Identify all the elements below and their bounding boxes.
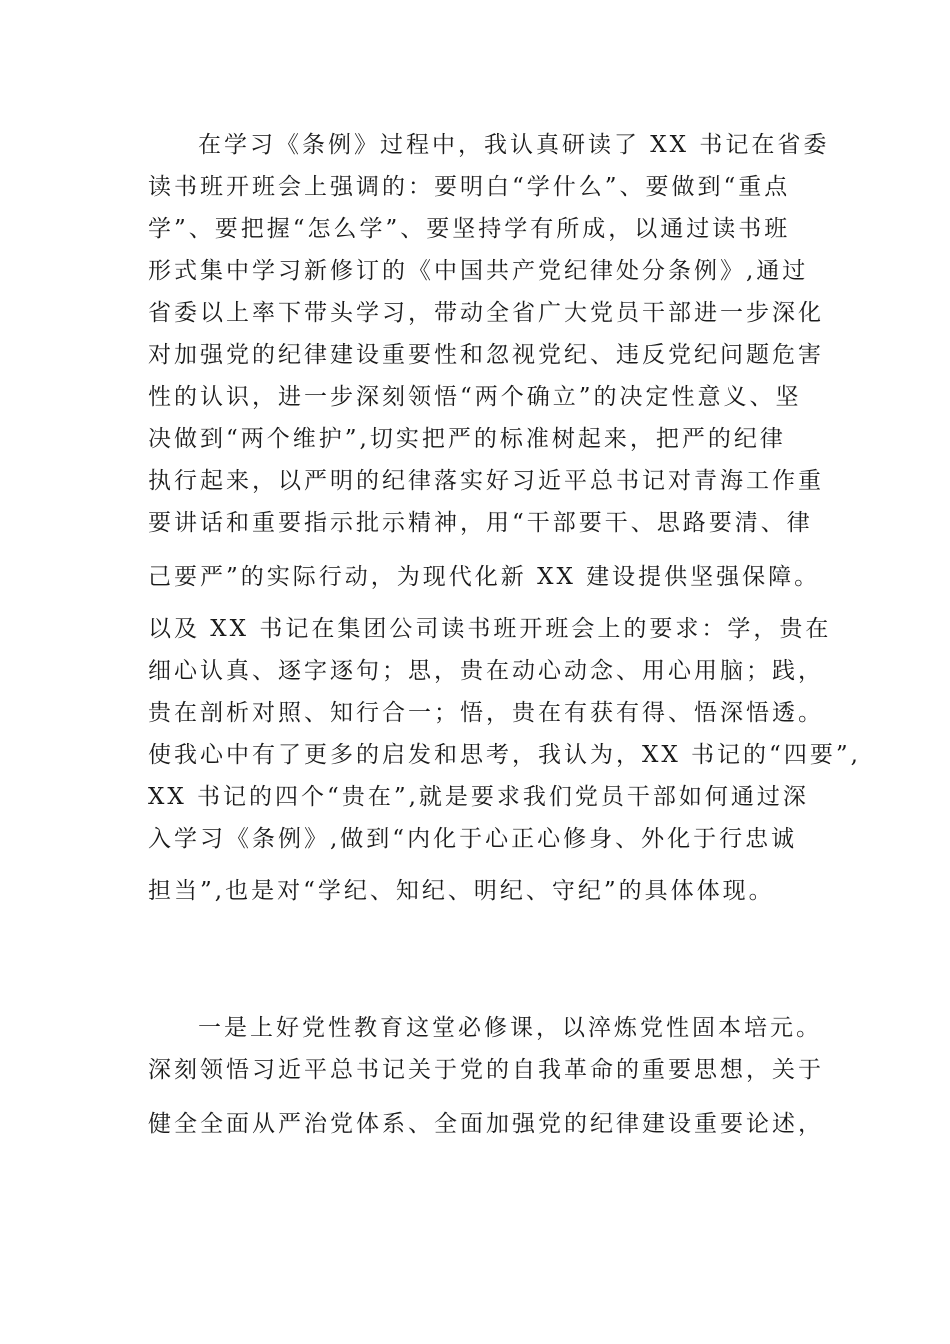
paragraph-1-line-8: 决做到“两个维护”,切实把严的标准树起来，把严的纪律: [148, 426, 786, 452]
paragraph-3-line-2: 深刻领悟习近平总书记关于党的自我革命的重要思想，关于: [148, 1057, 824, 1083]
paragraph-1-line-6: 对加强党的纪律建设重要性和忽视党纪、违反党纪问题危害: [148, 342, 824, 368]
paragraph-1-line-5: 省委以上率下带头学习，带动全省广大党员干部进一步深化: [148, 300, 824, 326]
paragraph-1-line-1: 在学习《条例》过程中，我认真研读了 XX 书记在省委: [198, 132, 830, 158]
paragraph-2-line-1: 以及 XX 书记在集团公司读书班开班会上的要求：学，贵在: [148, 616, 832, 642]
paragraph-2-line-4: 使我心中有了更多的启发和思考，我认为，XX 书记的“四要”,: [148, 742, 861, 768]
paragraph-3-line-3: 健全全面从严治党体系、全面加强党的纪律建设重要论述，: [148, 1111, 824, 1137]
paragraph-2-line-3: 贵在剖析对照、知行合一；悟，贵在有获有得、悟深悟透。: [148, 700, 824, 726]
paragraph-3-line-1: 一是上好党性教育这堂必修课，以淬炼党性固本培元。: [198, 1015, 822, 1041]
paragraph-1-line-7: 性的认识，进一步深刻领悟“两个确立”的决定性意义、坚: [148, 384, 802, 410]
paragraph-1-line-11: 己要严”的实际行动，为现代化新 XX 建设提供坚强保障。: [148, 564, 821, 590]
paragraph-1-line-4: 形式集中学习新修订的《中国共产党纪律处分条例》,通过: [148, 258, 809, 284]
paragraph-1-line-9: 执行起来，以严明的纪律落实好习近平总书记对青海工作重: [148, 468, 824, 494]
paragraph-2-line-2: 细心认真、逐字逐句；思，贵在动心动念、用心用脑；践，: [148, 658, 824, 684]
paragraph-2-line-5: XX 书记的四个“贵在”,就是要求我们党员干部如何通过深: [148, 784, 809, 810]
paragraph-1-line-3: 学”、要把握“怎么学”、要坚持学有所成，以通过读书班: [148, 216, 791, 242]
paragraph-2-line-6: 入学习《条例》,做到“内化于心正心修身、外化于行忠诚: [148, 826, 798, 852]
paragraph-2-line-7: 担当”,也是对“学纪、知纪、明纪、守纪”的具体体现。: [148, 878, 775, 904]
paragraph-1-line-10: 要讲话和重要指示批示精神，用“干部要干、思路要清、律: [148, 510, 813, 536]
paragraph-1-line-2: 读书班开班会上强调的：要明白“学什么”、要做到“重点: [148, 174, 791, 200]
